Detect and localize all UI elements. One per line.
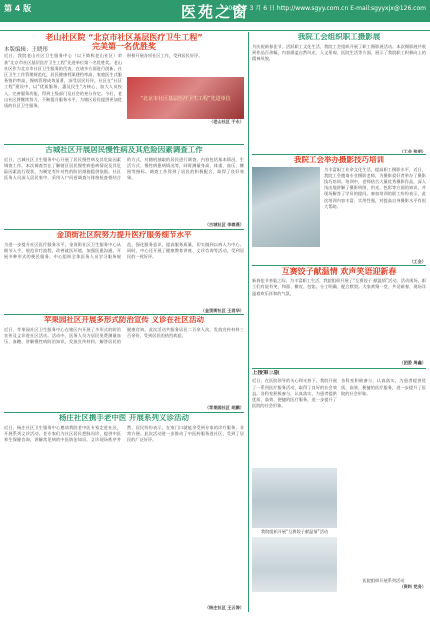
article-photo-training-title: 我院工会组织职工摄影展 bbox=[297, 33, 381, 41]
divider-r2 bbox=[252, 265, 426, 266]
article-photo-training-byline: （工会 张明） bbox=[399, 148, 426, 153]
divider-r1 bbox=[252, 154, 426, 155]
article-continued-byline: （资料 党务） bbox=[399, 584, 426, 590]
article-dumplings-byline: （团委 周鑫） bbox=[399, 360, 426, 366]
divider-3 bbox=[4, 314, 244, 315]
activity-photo-caption: 医院组织开展系列活动 bbox=[362, 578, 405, 584]
article-laoshan bbox=[4, 33, 244, 143]
article-photo-skills-title: 我院工会举办摄影技巧培训 bbox=[294, 156, 384, 164]
award-photo-caption: “北京市社区基层医疗卫生工程”先进单位 bbox=[140, 95, 231, 102]
article-yangzhuang-title: 杨庄社区携手老中医 开展系列义诊活动 bbox=[58, 414, 190, 422]
article-laoshan-byline: （老山社区 于永） bbox=[209, 119, 244, 125]
article-pingguoyuan-body: 近日，苹果园社区卫生服务中心在辖区内开展了多形式的防治宣传及义诊进社区活动。活动中，医务人员为居民免费测量血压、血糖，讲解慢性病防治知识，发放宣传材料，解答居民的健康咨询。此次活动共服务居民二百余人次，发放宣传材料三百余份，受到居民的热烈欢迎。 bbox=[4, 326, 244, 345]
article-gucheng-title: 古城社区开展居民慢性病及其危险因素调查工作 bbox=[45, 146, 203, 154]
article-continued-body-2: 各科室积极参与，认真落实，为患者提供优质、高效、便捷的医疗服务，进一步提升了医院的社会形象。 bbox=[341, 378, 426, 396]
article-jindingjie-body: 为进一步提升社区医疗服务水平，金顶街社区卫生服务中心从细节入手，规范诊疗流程，改善就医环境，加强医患沟通，开展多种形式的便民服务。中心组织全体医务人员学习服务规范，强化服务意识，提高服务质量，切实做到以病人为中心。同时，中心还开展了健康教育讲座、义诊咨询等活动，受到居民的一致好评。 bbox=[4, 241, 244, 260]
page-header bbox=[0, 0, 430, 22]
header-date-url: 2016 年 3 月 6 日 http://www.sgyy.com.cn E-mail:sgyyxjx@126.com bbox=[224, 5, 426, 12]
article-jindingjie-byline: （金顶街社区 王君华） bbox=[200, 307, 244, 313]
divider-r3 bbox=[252, 368, 426, 369]
article-gucheng bbox=[4, 146, 244, 228]
award-photo bbox=[127, 77, 244, 119]
column-divider bbox=[248, 32, 249, 612]
article-laoshan-kicker: 老山社区院 “北京市社区基层医疗卫生工程” bbox=[45, 33, 203, 42]
article-continued bbox=[252, 370, 426, 612]
article-yangzhuang-body: 近日，杨庄社区卫生服务中心邀请我院老中医专家走进社区，开展系列义诊活动。老专家们为社区居民把脉问诊，提供中医养生保健咨询，讲解常见病的中医防治知识。义诊现场秩序井然，居民纷纷表示，在家门口就能享受到专家的诊疗服务，非常方便。此次活动进一步推动了中医药服务进社区，受到了居民的广泛好评。 bbox=[4, 424, 244, 443]
article-dumplings-title: 互赛饺子献温情 欢声笑语迎新春 bbox=[281, 267, 397, 276]
group-photo bbox=[252, 468, 337, 528]
article-jindingjie bbox=[4, 231, 244, 313]
article-yangzhuang bbox=[4, 414, 244, 612]
divider-1 bbox=[4, 144, 244, 145]
article-photo-skills-byline: （工会） bbox=[409, 258, 426, 264]
article-photo-training-body: 为庆祝新春佳节，活跃职工文化生活，我院工会组织开展了职工摄影展活动。本次摄影展共收到作品百余幅，内容涵盖自然风光、人文景观、医院生活等方面，展示了我院职工积极向上的精神风貌。 bbox=[252, 43, 426, 62]
editor-credit: 本版编辑：王晓彤 bbox=[4, 47, 49, 53]
article-pingguoyuan-title: 苹果园社区开展多形式防治宣传 义诊在社区活动 bbox=[43, 316, 205, 324]
article-jindingjie-title: 金顶街社区院努力提升医疗服务细节水平 bbox=[56, 231, 192, 239]
article-laoshan-body-2: 积极开展各项社区工作，受到居民好评。 bbox=[127, 53, 203, 59]
article-dumplings bbox=[252, 267, 426, 367]
article-continued-title: 上接第三版 bbox=[252, 370, 280, 376]
group-photo-caption: 我院组织开展“互赛饺子献温情”活动 bbox=[260, 529, 329, 535]
divider-2 bbox=[4, 229, 244, 230]
article-continued-body: 近日，在医院领导的关心和支持下，我院开展了一系列医疗服务活动，取得了良好的社会效益。各科室积极参与，认真落实，为患者提供优质、高效、便捷的医疗服务，进一步提升了医院的社会形象。 bbox=[252, 378, 337, 409]
masthead-title: 医苑之窗 bbox=[180, 3, 249, 21]
article-yangzhuang-byline: （杨庄社区 王云涛） bbox=[204, 604, 244, 610]
article-photo-skills-body: 为丰富职工业余文化生活，提高职工摄影水平，近日，我院工会邀请专业摄影老师，为摄影爱好者举办了摄影技巧培训。培训中，老师结合大量优秀摄影作品，深入浅出地讲解了摄影构图、用光、色彩等方面的知识，并现场解答了学员的提问。参加培训的职工纷纷表示，此次培训内容丰富、实用性强，对提高自身摄影水平有很大帮助。 bbox=[324, 166, 426, 209]
article-photo-training bbox=[252, 33, 426, 153]
activity-photo bbox=[252, 537, 337, 592]
article-dumplings-body: 新春佳节来临之际，为丰富职工生活，我院组织开展了“互赛饺子 献温情”活动。活动现场，职工们有说有笑，和面、擀皮、包馅，分工明确，配合默契。大家欢聚一堂，共话新春，现场洋溢着欢乐祥和的气氛。 bbox=[252, 278, 426, 296]
article-pingguoyuan bbox=[4, 316, 244, 411]
article-gucheng-byline: （古城社区 李春燕） bbox=[204, 221, 244, 227]
page-number: 第 4 版 bbox=[4, 4, 32, 13]
divider-4 bbox=[4, 412, 244, 413]
article-gucheng-body: 近日，古城社区卫生服务中心开展了居民慢性病及其危险因素调查工作。本次调查旨在了解辖区居民慢性病患病情况及其危险因素流行现状，为制定有针对性的防治措施提供依据。社区医务人员深入居民家中，采用入户问卷调查与体格检查相结合的方式，对随机抽取的居民进行调查，内容包括基本情况、生活方式、慢性病患病情况等，同时测量身高、体重、血压、腰围等指标。调查工作得到了居民的积极配合，取得了良好效果。 bbox=[4, 156, 244, 181]
article-laoshan-title: 完美第一名优胜奖 bbox=[92, 42, 156, 52]
article-pingguoyuan-byline: （苹果园社区 胡鹏） bbox=[204, 404, 244, 410]
article-photo-skills bbox=[252, 156, 426, 264]
photo-training-image bbox=[252, 167, 320, 247]
article-laoshan-body: 近日，我院老山社区卫生服务中心（以下简称老山社区）荣获“北京市社区基层医疗卫生工程”先进单位第一名优胜奖。老山社区作为北京市社区卫生服务的代表，在诸多方面进行创新，社区卫生工作管理规范化，居民健康档案建档率高，家庭医生式服务签约率高，慢病管理成效显著，深受居民好评。社区在“社区工程”建设中，以“优质服务、惠及民生”为核心，加大人员投入，完善服务功能，得到上级部门及社会的充分肯定。今后，老山社区将继续努力，不断提升服务水平，为辖区居民提供更加优质的社区卫生服务。 bbox=[4, 53, 122, 108]
